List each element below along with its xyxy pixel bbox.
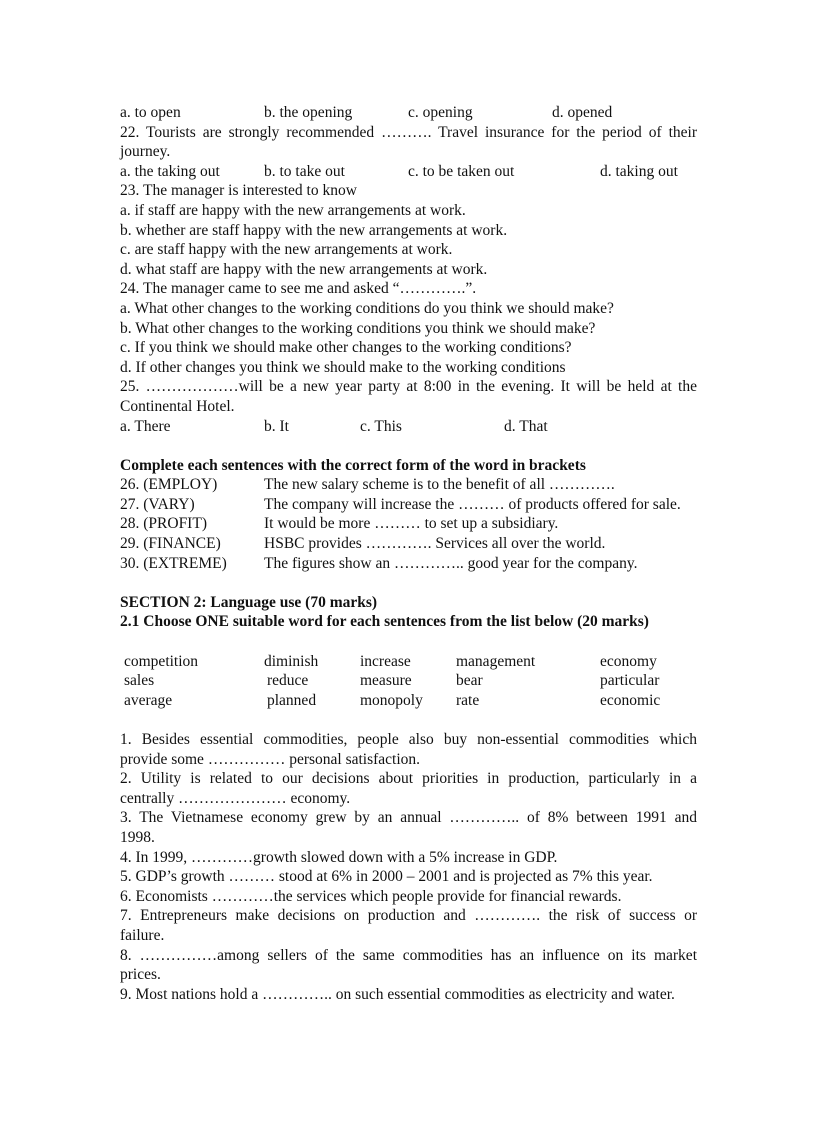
sentence-9: 9. Most nations hold a ………….. on such essential commodities as electricity and water. (120, 985, 675, 1003)
word-list-row (120, 691, 697, 711)
word-list-item: bear (456, 672, 483, 690)
word-list-item: average (124, 691, 173, 709)
word-form-label: 26. (EMPLOY) (120, 476, 218, 494)
spacer (120, 436, 697, 456)
word-form-item (120, 534, 697, 554)
word-form-label: 28. (PROFIT) (120, 515, 207, 533)
word-list-item: management (456, 652, 536, 670)
word-form-item (120, 554, 697, 574)
word-form-label: 29. (FINANCE) (120, 535, 221, 553)
word-form-label: 27. (VARY) (120, 495, 195, 513)
q21-options (120, 103, 697, 123)
word-form-item (120, 475, 697, 495)
spacer (120, 632, 697, 652)
word-list-item: rate (456, 691, 480, 709)
word-list-row (120, 652, 697, 672)
word-list-item: competition (124, 652, 199, 670)
sentence-8-line-1: 8. ……………among sellers of the same commodities has an influence on its market (120, 946, 697, 964)
section-2-subtitle: 2.1 Choose ONE suitable word for each sentences from the list below (20 marks) (120, 613, 649, 631)
word-form-sentence: The company will increase the ……… of products offered for sale. (264, 495, 681, 513)
word-list-item: particular (600, 672, 660, 690)
sentence-8-line-2: prices. (120, 966, 161, 984)
word-form-item (120, 514, 697, 534)
word-list-item: measure (360, 672, 412, 690)
spacer (120, 710, 697, 730)
word-form-item (120, 495, 697, 515)
sentence-2-line-2: centrally ………………… economy. (120, 789, 351, 807)
q21-option-d: d. opened (552, 104, 613, 121)
q24-option-a: a. What other changes to the working conditions do you think we should make? (120, 299, 614, 317)
q25-stem-line-1: 25. ………………will be a new year party at 8:00 in the evening. It will be held at the (120, 378, 697, 396)
sentence-3-line-1: 3. The Vietnamese economy grew by an annual ………….. of 8% between 1991 and (120, 809, 697, 827)
q22-stem-line-2: journey. (120, 143, 171, 161)
word-list-item: reduce (267, 672, 309, 690)
sentence-6: 6. Economists …………the services which people provide for financial rewards. (120, 887, 622, 905)
q22-options (120, 162, 697, 182)
q23-stem: 23. The manager is interested to know (120, 182, 357, 200)
q23-option-a: a. if staff are happy with the new arrangements at work. (120, 201, 466, 219)
q22-option-b: b. to take out (264, 162, 345, 180)
q23-option-c: c. are staff happy with the new arrangements at work. (120, 241, 453, 259)
q22-stem-line-1: 22. Tourists are strongly recommended ………. Travel insurance for the period of their (120, 123, 697, 141)
word-list-item: economic (600, 691, 661, 709)
word-form-sentence: It would be more ……… to set up a subsidiary. (264, 515, 559, 533)
sentence-2-line-1: 2. Utility is related to our decisions about priorities in production, particularly in a (120, 770, 697, 788)
sentence-7-line-1: 7. Entrepreneurs make decisions on production and …………. the risk of success or (120, 907, 697, 925)
q25-option-b: b. It (264, 417, 289, 435)
word-list-item: increase (360, 652, 411, 670)
q23-option-d: d. what staff are happy with the new arrangements at work. (120, 260, 488, 278)
word-form-sentence: The figures show an ………….. good year for the company. (264, 554, 638, 572)
q22-option-d: d. taking out (600, 162, 678, 180)
word-list-item: planned (267, 691, 317, 709)
q25-option-c: c. This (360, 417, 402, 435)
q25-option-d: d. That (504, 417, 548, 435)
word-form-sentence: HSBC provides …………. Services all over the world. (264, 535, 606, 553)
q24-option-b: b. What other changes to the working conditions you think we should make? (120, 319, 596, 337)
word-list-item: economy (600, 652, 657, 670)
sentence-3-line-2: 1998. (120, 828, 155, 846)
q21-option-c: c. opening (408, 104, 473, 121)
section-2-title: SECTION 2: Language use (70 marks) (120, 593, 378, 611)
q25-option-a: a. There (120, 417, 171, 435)
q24-option-d: d. If other changes you think we should make to the working conditions (120, 358, 566, 376)
spacer (120, 573, 697, 593)
sentence-1-line-1: 1. Besides essential commodities, people also buy non-essential commodities which (120, 731, 697, 748)
q24-stem: 24. The manager came to see me and asked “………….”. (120, 280, 477, 298)
word-list-item: diminish (264, 652, 319, 670)
word-list-row (120, 671, 697, 691)
q21-option-b: b. the opening (264, 104, 353, 121)
word-form-label: 30. (EXTREME) (120, 554, 227, 572)
word-list-item: monopoly (360, 691, 423, 709)
q25-stem-line-2: Continental Hotel. (120, 397, 235, 415)
sentence-7-line-2: failure. (120, 926, 165, 944)
q22-option-a: a. the taking out (120, 162, 220, 180)
q25-options (120, 417, 697, 437)
sentence-4: 4. In 1999, …………growth slowed down with a 5% increase in GDP. (120, 848, 558, 866)
q22-option-c: c. to be taken out (408, 162, 515, 180)
sentence-5: 5. GDP’s growth ……… stood at 6% in 2000 – 2001 and is projected as 7% this year. (120, 868, 653, 886)
word-form-heading: Complete each sentences with the correct form of the word in brackets (120, 456, 586, 474)
worksheet-page (120, 103, 697, 1004)
word-list-item: sales (124, 672, 155, 690)
sentence-1-line-2: provide some …………… personal satisfaction. (120, 750, 421, 768)
q21-option-a: a. to open (120, 104, 181, 121)
q24-option-c: c. If you think we should make other changes to the working conditions? (120, 339, 572, 357)
word-form-sentence: The new salary scheme is to the benefit of all …………. (264, 476, 615, 494)
q23-option-b: b. whether are staff happy with the new arrangements at work. (120, 221, 508, 239)
